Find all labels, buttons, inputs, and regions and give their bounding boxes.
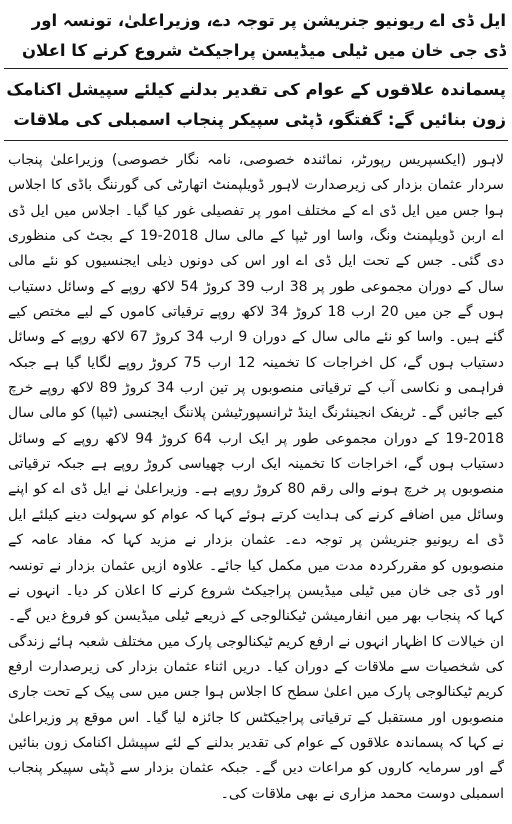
- article-paragraph: لاہور (ایکسپریس رپورٹر، نمائندہ خصوصی، نامہ نگار خصوصی) وزیراعلیٰ پنجاب سردار عثمان بزدار کی زیرصدارت لاہور ڈویلپمنٹ اتھارٹی کی گورننگ باڈی کا اجلاس ہوا جس میں ایل ڈی اے کے مختلف امور پر تفصیلی غور کیا گیا۔ اجلاس میں ایل ڈی اے اربن ڈویلپمنٹ ونگ، واسا اور ٹیپا کے مالی سال 2018-19 کے بجٹ کی منظوری دی گئی۔ جس کے تحت ایل ڈی اے اور اس کی دونوں ذیلی ایجنسیوں کو نئے مالی سال کے دوران مجموعی طور پر 38 ارب 39 کروڑ 54 لاکھ روپے کے وسائل دستیاب ہوں گے جن میں 20 ارب 18 کروڑ 34 لاکھ روپے ترقیاتی کاموں کے لیے مختص کیے گئے ہیں۔ واسا کو نئے مالی سال کے دوران 9 ارب 34 کروڑ 67 لاکھ روپے کے وسائل دستیاب ہوں گے، کل اخراجات کا تخمینہ 12 ارب 75 کروڑ روپے لگایا گیا ہے جبکہ فراہمی و نکاسی آب کے ترقیاتی منصوبوں پر تین ارب 34 کروڑ 89 لاکھ روپے خرچ کیے جائیں گے۔ ٹریفک انجینئرنگ اینڈ ٹرانسپورٹیشن پلاننگ ایجنسی (ٹیپا) کو مالی سال 2018-19 کے دوران مجموعی طور پر ایک ارب 64 کروڑ 94 لاکھ روپے کے وسائل دستیاب ہوں گے، اخراجات کا تخمینہ ایک ارب چھیاسی کروڑ روپے ہے جبکہ ترقیاتی منصوبوں پر خرچ ہونے والی رقم 80 کروڑ روپے ہے۔ وزیراعلیٰ نے ایل ڈی اے کو اپنے وسائل میں اضافے کرنے کی ہدایت کرتے ہوئے کہا کہ عوام کو سہولت دینے کیلئے ایل ڈی اے ریونیو جنریشن پر توجہ دے۔ عثمان بزدار نے مزید کہا کہ مفاد عامہ کے منصوبوں کو مقررکردہ مدت میں مکمل کیا جائے۔ علاوہ ازیں عثمان بزدار نے تونسہ اور ڈی جی خان میں ٹیلی میڈیسن پراجیکٹ شروع کرنے کا اعلان کر دیا۔ انہوں نے کہا کہ پنجاب بھر میں انفارمیشن ٹیکنالوجی کے ذریعے ٹیلی میڈیسن کو فروغ دیں گے۔ ان خیالات کا اظہار انہوں نے ارفع کریم ٹیکنالوجی پارک میں مختلف شعبہ ہائے زندگی کی شخصیات سے ملاقات کے دوران کیا۔ دریں اثناء عثمان بزدار کی زیرصدارت ارفع کریم ٹیکنالوجی پارک میں اعلیٰ سطح کا اجلاس ہوا جس میں سی پیک کے تحت جاری منصوبوں اور مستقبل کے ترقیاتی پراجیکٹس کا جائزہ لیا گیا۔ اس موقع پر وزیراعلیٰ نے کہا کہ پسماندہ علاقوں کے عوام کی تقدیر بدلنے کے لئے سپیشل اکنامک زون بنائیں گے اور سرمایہ کاروں کو مراعات دیں گے۔ جبکہ عثمان بزدار سے ڈپٹی سپیکر پنجاب اسمبلی دوست محمد مزاری نے بھی ملاقات کی۔: [8, 152, 505, 802]
- headline: ایل ڈی اے ریونیو جنریشن پر توجہ دے، وزیراعلیٰ، تونسہ اور ڈی جی خان میں ٹیلی میڈیسن پراجیکٹ شروع کرنے کا اعلان: [21, 11, 506, 60]
- divider-top: [4, 68, 508, 69]
- divider-bottom: [4, 140, 508, 141]
- article-body: [8, 148, 504, 807]
- subheadline: پسماندہ علاقوں کے عوام کی تقدیر بدلنے کیلئے سپیشل اکنامک زون بنائیں گے: گفتگو، ڈپٹی سپیکر پنجاب اسمبلی کی ملاقات: [6, 80, 506, 129]
